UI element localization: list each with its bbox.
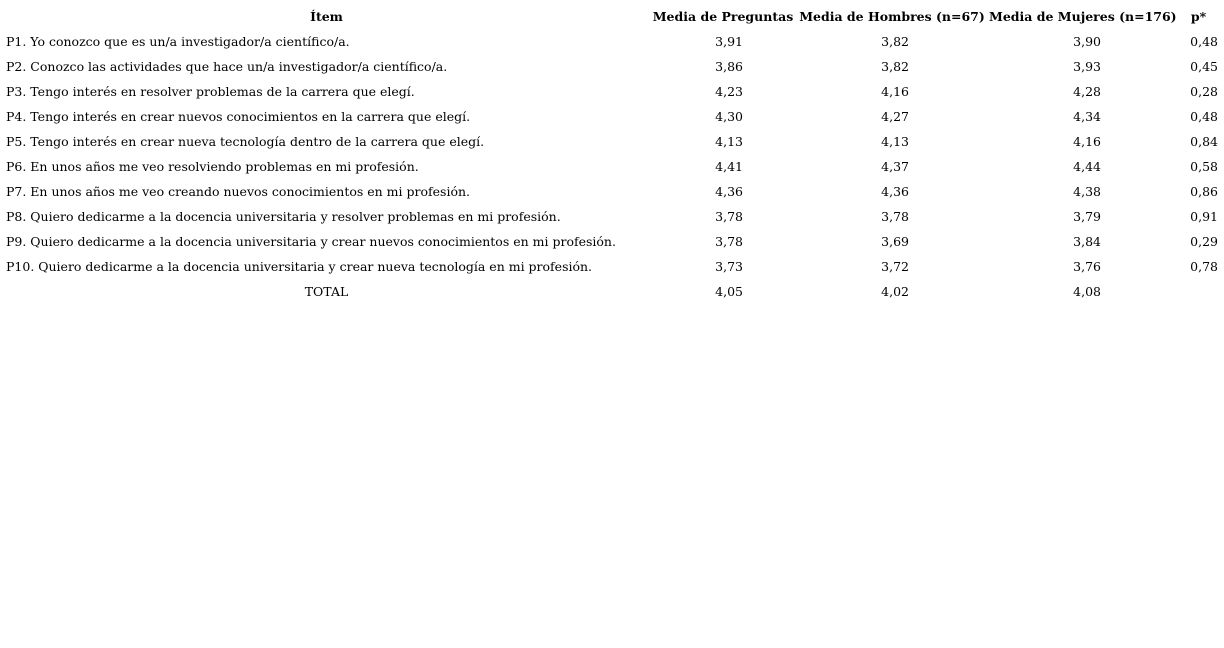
header-p-value: p* — [1190, 9, 1207, 24]
media-preguntas-value: 4,36 — [715, 184, 743, 199]
header-media-mujeres: Media de Mujeres (n=176) — [989, 9, 1177, 24]
table-row — [4, 54, 1220, 79]
total-label: TOTAL — [304, 284, 349, 299]
media-mujeres-value: 4,16 — [1073, 134, 1101, 149]
p-value: 0,78 — [1190, 259, 1218, 274]
media-hombres-value: 4,27 — [881, 109, 909, 124]
media-preguntas-value: 3,73 — [715, 259, 743, 274]
media-hombres-value: 4,13 — [881, 134, 909, 149]
p-value: 0,48 — [1190, 34, 1218, 49]
total-media-preguntas: 4,05 — [715, 284, 743, 299]
item-text: P4. Tengo interés en crear nuevos conocimientos en la carrera que elegí. — [6, 109, 471, 124]
table-row — [4, 104, 1220, 129]
media-preguntas-value: 3,78 — [715, 234, 743, 249]
media-mujeres-value: 3,79 — [1073, 209, 1101, 224]
item-text: P8. Quiero dedicarme a la docencia universitaria y resolver problemas en mi profesión. — [6, 209, 561, 224]
media-mujeres-value: 3,90 — [1073, 34, 1101, 49]
table-row — [4, 229, 1220, 254]
item-text: P9. Quiero dedicarme a la docencia universitaria y crear nuevos conocimientos en mi profesión. — [6, 234, 616, 249]
p-value: 0,86 — [1190, 184, 1218, 199]
media-hombres-value: 3,69 — [881, 234, 909, 249]
total-media-hombres: 4,02 — [881, 284, 909, 299]
media-mujeres-value: 4,44 — [1073, 159, 1101, 174]
item-text: P2. Conozco las actividades que hace un/a investigador/a científico/a. — [6, 59, 448, 74]
header-row — [4, 4, 1220, 29]
p-value: 0,28 — [1190, 84, 1218, 99]
media-hombres-value: 3,82 — [881, 34, 909, 49]
table-row — [4, 204, 1220, 229]
media-mujeres-value: 4,28 — [1073, 84, 1101, 99]
media-mujeres-value: 4,38 — [1073, 184, 1101, 199]
p-value: 0,45 — [1190, 59, 1218, 74]
total-media-mujeres: 4,08 — [1073, 284, 1101, 299]
item-text: P7. En unos años me veo creando nuevos conocimientos en mi profesión. — [6, 184, 470, 199]
media-hombres-value: 4,16 — [881, 84, 909, 99]
media-mujeres-value: 4,34 — [1073, 109, 1101, 124]
media-mujeres-value: 3,76 — [1073, 259, 1101, 274]
media-preguntas-value: 3,91 — [715, 34, 743, 49]
p-value: 0,29 — [1190, 234, 1218, 249]
media-hombres-value: 3,78 — [881, 209, 909, 224]
header-media-hombres: Media de Hombres (n=67) — [799, 9, 985, 24]
table-row — [4, 29, 1220, 54]
media-preguntas-value: 4,13 — [715, 134, 743, 149]
media-preguntas-value: 4,23 — [715, 84, 743, 99]
media-hombres-value: 4,37 — [881, 159, 909, 174]
item-text: P3. Tengo interés en resolver problemas de la carrera que elegí. — [6, 84, 415, 99]
media-preguntas-value: 3,86 — [715, 59, 743, 74]
total-row — [4, 279, 1220, 304]
item-text: P6. En unos años me veo resolviendo problemas en mi profesión. — [6, 159, 419, 174]
media-hombres-value: 3,82 — [881, 59, 909, 74]
media-mujeres-value: 3,84 — [1073, 234, 1101, 249]
item-text: P1. Yo conozco que es un/a investigador/a científico/a. — [6, 34, 350, 49]
media-hombres-value: 4,36 — [881, 184, 909, 199]
table-row — [4, 254, 1220, 279]
table-row — [4, 179, 1220, 204]
p-value: 0,48 — [1190, 109, 1218, 124]
item-text: P5. Tengo interés en crear nueva tecnología dentro de la carrera que elegí. — [6, 134, 485, 149]
table-row — [4, 79, 1220, 104]
results-table — [4, 4, 1220, 304]
p-value: 0,58 — [1190, 159, 1218, 174]
media-preguntas-value: 3,78 — [715, 209, 743, 224]
media-preguntas-value: 4,30 — [715, 109, 743, 124]
media-hombres-value: 3,72 — [881, 259, 909, 274]
header-item: Ítem — [310, 9, 343, 24]
header-media-preguntas: Media de Preguntas — [652, 9, 794, 24]
media-preguntas-value: 4,41 — [715, 159, 743, 174]
table-row — [4, 154, 1220, 179]
results-table-container — [4, 4, 1220, 304]
p-value: 0,91 — [1190, 209, 1218, 224]
p-value: 0,84 — [1190, 134, 1218, 149]
total-p-empty — [1177, 279, 1220, 304]
table-row — [4, 129, 1220, 154]
item-text: P10. Quiero dedicarme a la docencia universitaria y crear nueva tecnología en mi profesión. — [6, 259, 593, 274]
media-mujeres-value: 3,93 — [1073, 59, 1101, 74]
